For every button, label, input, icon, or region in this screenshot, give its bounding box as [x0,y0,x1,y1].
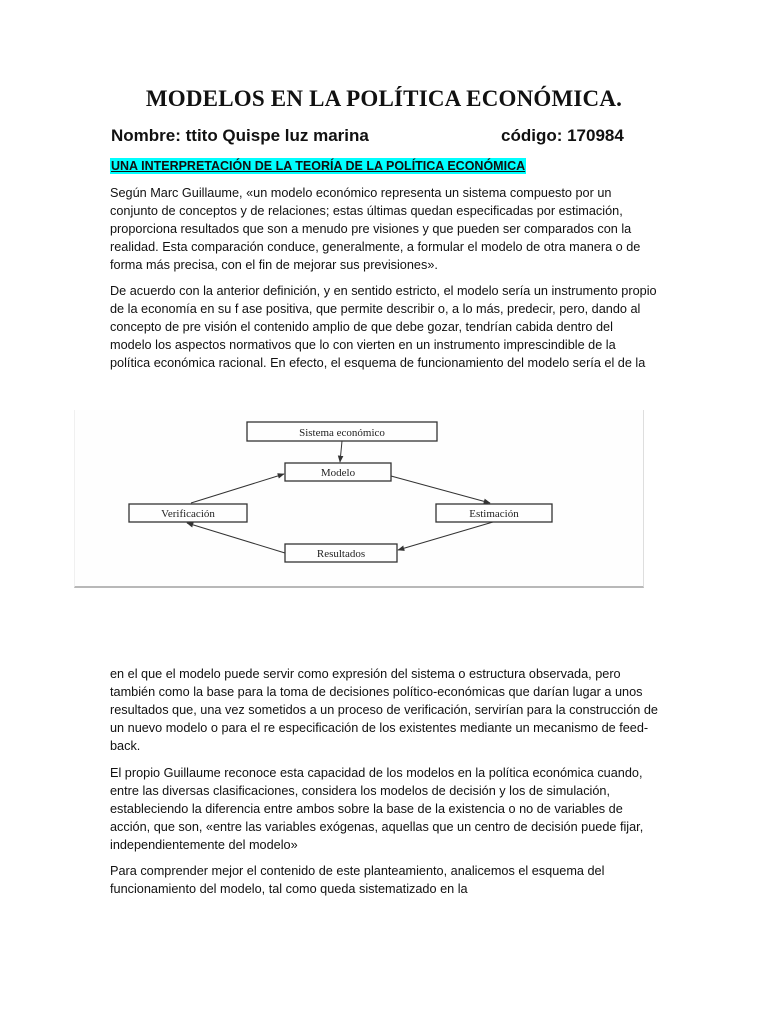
node-resultados [285,544,397,562]
model-diagram [74,410,644,588]
node-modelo [285,463,391,481]
node-sistema-label: Sistema económico [299,427,385,439]
paragraph-5: Para comprender mejor el contenido de este planteamiento, analicemos el esquema del funcionamiento del modelo, tal como queda sistematizado en la [110,864,605,896]
node-modelo-label: Modelo [320,467,356,479]
node-estimacion-label: Estimación [469,508,519,520]
node-verificacion [129,504,247,522]
paragraph-4: El propio Guillaume reconoce esta capacidad de los modelos en la política económica cuando, entre las diversas clasificaciones, considera los modelos de decisión y los de simulación, estableciendo la diferencia entre ambos sobre la base de la existencia o no de variables de acción, que son, «entre las variables exógenas, aquellas que un centro de decisión puede fijar, independientemente del modelo» [110,766,644,852]
student-code: código: 170984 [501,126,624,145]
author-name: Nombre: ttito Quispe luz marina [111,126,369,145]
arrow-modelo-to-estimacion [391,476,490,503]
arrow-sistema-to-modelo [340,441,342,462]
node-verificacion-label: Verificación [161,508,215,520]
paragraph-3: en el que el modelo puede servir como expresión del sistema o estructura observada, pero también como la base para la toma de decisiones político-económicas que darían lugar a unos resultados que, una vez sometidos a un proceso de verificación, servirían para la construcción de un nuevo modelo o para el re especificación de los existentes mediante un mecanismo de feed-back. [110,667,658,753]
section-subtitle: UNA INTERPRETACIÓN DE LA TEORÍA DE LA POLÍTICA ECONÓMICA [111,159,526,173]
arrow-resultados-to-verificacion [187,523,285,553]
node-resultados-label: Resultados [316,548,366,560]
model-diagram-svg [75,410,643,586]
paragraph-2: De acuerdo con la anterior definición, y en sentido estricto, el modelo sería un instrumento propio de la economía en su f ase positiva, que permite describir o, a lo más, predecir, pero, dando al concepto de pre visión el contenido amplio de que debe gozar, tendrían cabida dentro del modelo los aspectos normativos que lo con vierten en un instrumento imprescindible de la política económica racional. En efecto, el esquema de funcionamiento del modelo sería el de la [110,284,657,370]
paragraph-1: Según Marc Guillaume, «un modelo económico representa un sistema compuesto por un conjunto de conceptos y de relaciones; estas últimas quedan especificadas por estimación, proporciona resultados que son a menudo pre visiones y que pueden ser comparados con la realidad. Esta comparación conduce, generalmente, a formular el modelo de otra manera o de forma más precisa, con el fin de mejorar sus previsiones». [110,186,641,272]
arrow-verificacion-to-modelo [191,474,284,503]
node-estimacion [436,504,552,522]
author-line [111,126,671,146]
document-title: MODELOS EN LA POLÍTICA ECONÓMICA. [145,86,623,111]
node-sistema-economico [247,422,437,441]
arrow-estimacion-to-resultados [398,522,493,550]
